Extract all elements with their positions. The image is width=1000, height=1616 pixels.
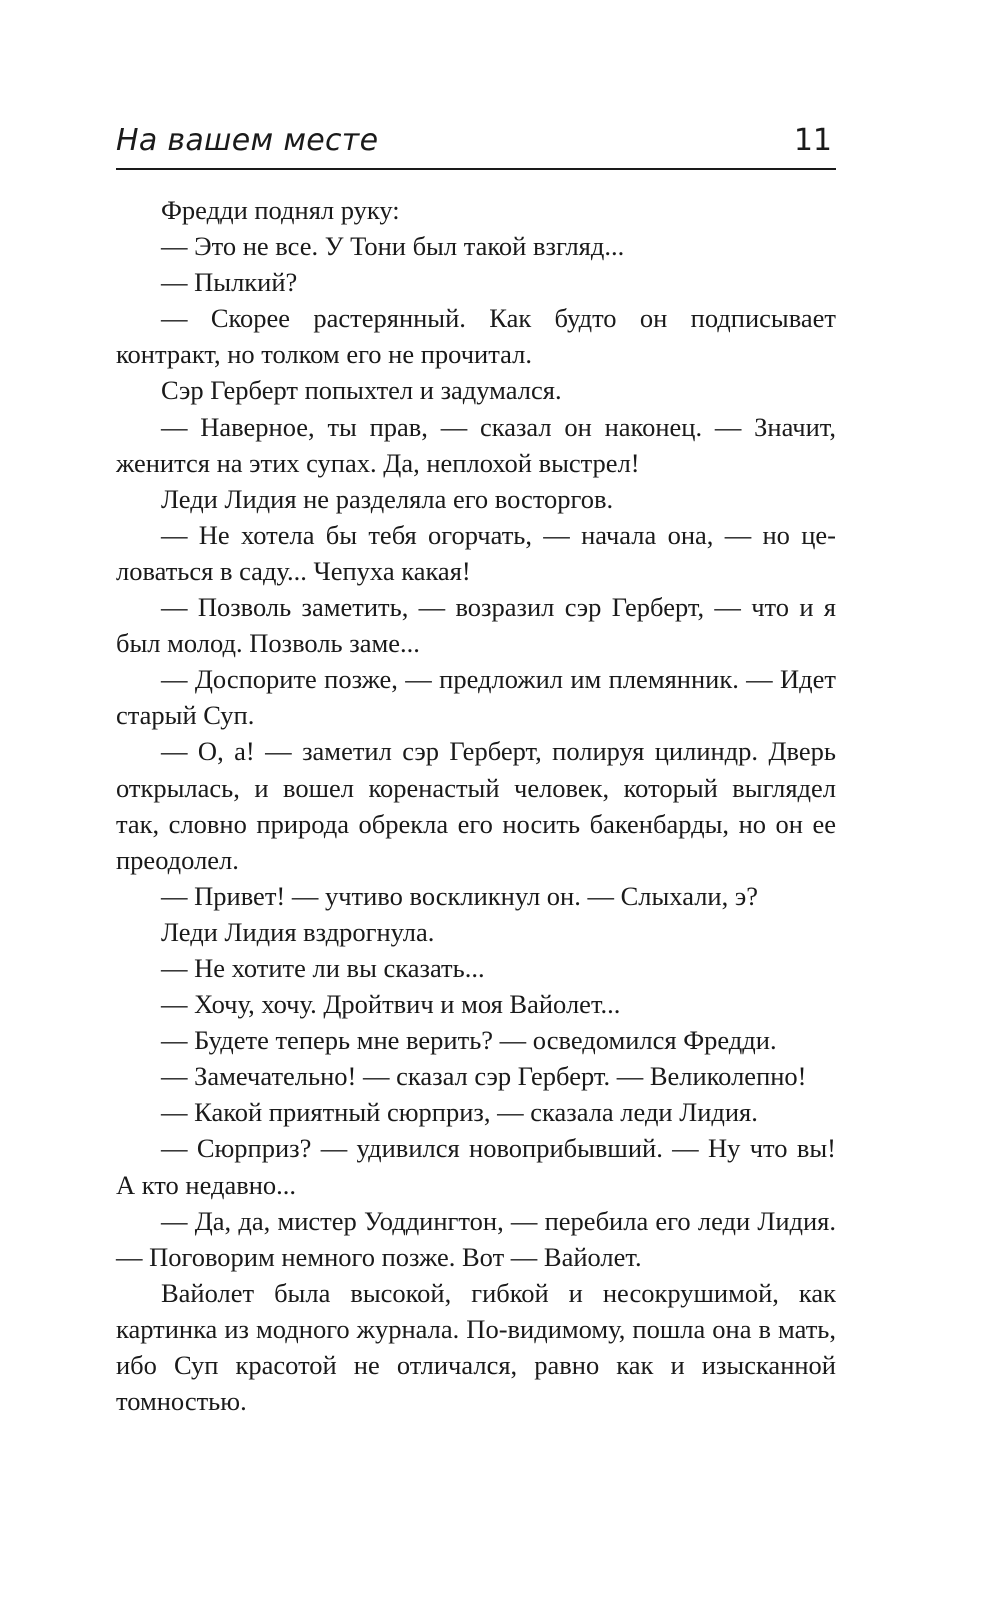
paragraph: — Доспорите позже, — предложил им племянник. — Идет старый Суп. bbox=[116, 664, 836, 731]
paragraph: — О, а! — заметил сэр Герберт, полируя цилиндр. Дверь открылась, и вошел коренастый человек, который выглядел так, словно природа обрекла его носить бакенбарды, но он ее преодолел. bbox=[116, 736, 836, 875]
paragraph: Леди Лидия не разделяла его восторгов. bbox=[161, 483, 614, 514]
paragraph: Фредди поднял руку: bbox=[161, 195, 400, 225]
paragraph: — Будете теперь мне верить? — осведомился Фредди. bbox=[161, 1025, 777, 1056]
body-text bbox=[116, 192, 836, 1419]
paragraph: — Привет! — учтиво воскликнул он. — Слыхали, э? bbox=[161, 880, 758, 911]
paragraph: Леди Лидия вздрогнула. bbox=[161, 916, 435, 947]
paragraph: — Скорее растерянный. Как будто он подписывает контракт, но толком его не прочитал. bbox=[116, 303, 836, 370]
running-title: На вашем месте bbox=[116, 123, 379, 158]
book-page bbox=[116, 0, 836, 1616]
paragraph: — Да, да, мистер Уоддингтон, — перебила его леди Лидия. — Поговорим немного позже. Вот — Вайолет. bbox=[116, 1205, 836, 1272]
paragraph: Вайолет была высокой, гибкой и несокрушимой, как картинка из модного журнала. По-видимому, пошла она в мать, ибо Суп красотой не отличался, равно как и изысканной томностью. bbox=[116, 1277, 836, 1417]
paragraph: — Это не все. У Тони был такой взгляд... bbox=[161, 231, 625, 262]
paragraph: — Не хотела бы тебя огорчать, — начала она, — но целоваться в саду... Чепуха какая! bbox=[116, 519, 836, 586]
page-number: 11 bbox=[793, 123, 832, 158]
paragraph: — Хочу, хочу. Дройтвич и моя Вайолет... bbox=[161, 989, 621, 1020]
paragraph: — Пылкий? bbox=[161, 267, 298, 298]
paragraph: — Какой приятный сюрприз, — сказала леди Лидия. bbox=[161, 1097, 758, 1128]
paragraph: — Сюрприз? — удивился новоприбывший. — Ну что вы! А кто недавно... bbox=[116, 1133, 836, 1200]
running-header bbox=[116, 116, 836, 170]
paragraph: Сэр Герберт попыхтел и задумался. bbox=[161, 375, 562, 406]
paragraph: — Замечательно! — сказал сэр Герберт. — Великолепно! bbox=[161, 1061, 807, 1092]
paragraph: — Позволь заметить, — возразил сэр Герберт, — что и я был молод. Позволь заме... bbox=[116, 592, 836, 659]
paragraph: — Не хотите ли вы сказать... bbox=[161, 952, 485, 983]
paragraph: — Наверное, ты прав, — сказал он наконец. — Значит, женится на этих супах. Да, неплохой выстрел! bbox=[116, 411, 836, 478]
